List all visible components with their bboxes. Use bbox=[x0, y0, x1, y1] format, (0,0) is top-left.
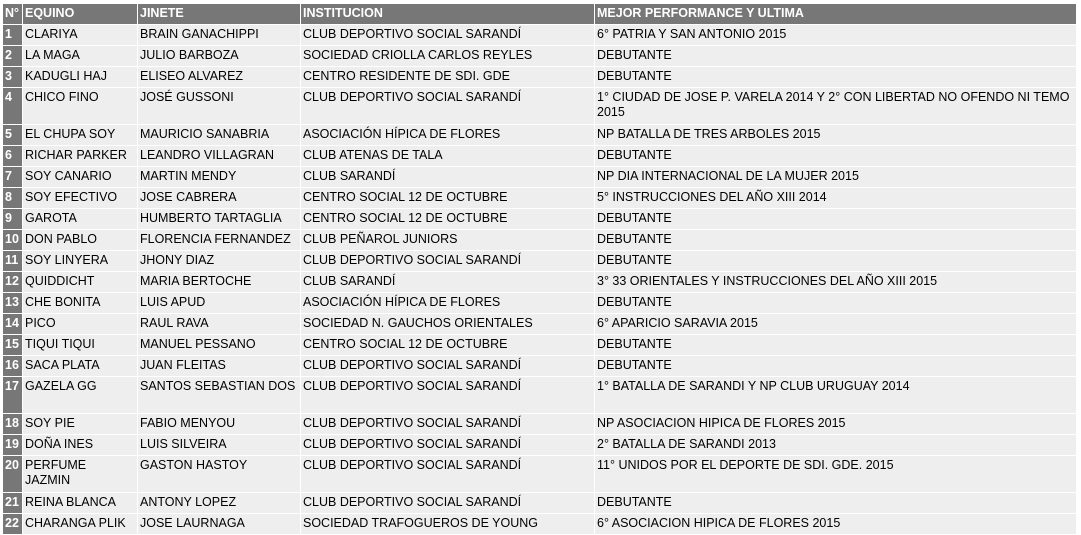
performance-cell: DEBUTANTE bbox=[595, 493, 1077, 514]
institucion-cell: CENTRO SOCIAL 12 DE OCTUBRE bbox=[301, 335, 595, 356]
row-number: 19 bbox=[3, 435, 23, 456]
performance-cell: DEBUTANTE bbox=[595, 209, 1077, 230]
row-number: 3 bbox=[3, 67, 23, 88]
institucion-cell: CLUB PEÑAROL JUNIORS bbox=[301, 230, 595, 251]
institucion-cell: CLUB DEPORTIVO SOCIAL SARANDÍ bbox=[301, 493, 595, 514]
equino-cell: CHICO FINO bbox=[23, 88, 138, 125]
jinete-cell: LUIS SILVEIRA bbox=[138, 435, 301, 456]
institucion-cell: CLUB SARANDÍ bbox=[301, 272, 595, 293]
performance-cell: DEBUTANTE bbox=[595, 335, 1077, 356]
table-row bbox=[3, 514, 1077, 535]
institucion-cell: CENTRO SOCIAL 12 DE OCTUBRE bbox=[301, 188, 595, 209]
row-number: 6 bbox=[3, 146, 23, 167]
institucion-cell: ASOCIACIÓN HÍPICA DE FLORES bbox=[301, 293, 595, 314]
jinete-cell: ELISEO ALVAREZ bbox=[138, 67, 301, 88]
equino-cell: DOÑA INES bbox=[23, 435, 138, 456]
jinete-cell: FLORENCIA FERNANDEZ bbox=[138, 230, 301, 251]
institucion-cell: CLUB DEPORTIVO SOCIAL SARANDÍ bbox=[301, 414, 595, 435]
performance-cell: DEBUTANTE bbox=[595, 46, 1077, 67]
equino-cell: CHARANGA PLIK bbox=[23, 514, 138, 535]
jinete-cell: JOSÉ GUSSONI bbox=[138, 88, 301, 125]
row-number: 1 bbox=[3, 25, 23, 46]
row-number: 13 bbox=[3, 293, 23, 314]
equino-cell: CHE BONITA bbox=[23, 293, 138, 314]
performance-cell: 1° CIUDAD DE JOSE P. VARELA 2014 Y 2° CON LIBERTAD NO OFENDO NI TEMO 2015 bbox=[595, 88, 1077, 125]
jinete-cell: MANUEL PESSANO bbox=[138, 335, 301, 356]
table-row bbox=[3, 88, 1077, 125]
equino-cell: SOY LINYERA bbox=[23, 251, 138, 272]
performance-cell: 11° UNIDOS POR EL DEPORTE DE SDI. GDE. 2015 bbox=[595, 456, 1077, 493]
row-number: 21 bbox=[3, 493, 23, 514]
table-row bbox=[3, 230, 1077, 251]
row-number: 22 bbox=[3, 514, 23, 535]
jinete-cell: FABIO MENYOU bbox=[138, 414, 301, 435]
institucion-cell: CENTRO RESIDENTE DE SDI. GDE bbox=[301, 67, 595, 88]
equino-cell: GAROTA bbox=[23, 209, 138, 230]
table-row bbox=[3, 456, 1077, 493]
jinete-cell: RAUL RAVA bbox=[138, 314, 301, 335]
performance-cell: DEBUTANTE bbox=[595, 67, 1077, 88]
table-row bbox=[3, 435, 1077, 456]
table-row bbox=[3, 293, 1077, 314]
equino-cell: REINA BLANCA bbox=[23, 493, 138, 514]
equino-cell: TIQUI TIQUI bbox=[23, 335, 138, 356]
header-equino: EQUINO bbox=[23, 4, 138, 25]
header-performance: MEJOR PERFORMANCE Y ULTIMA bbox=[595, 4, 1077, 25]
performance-cell: 6° ASOCIACION HIPICA DE FLORES 2015 bbox=[595, 514, 1077, 535]
equino-cell: CLARIYA bbox=[23, 25, 138, 46]
jinete-cell: SANTOS SEBASTIAN DOS bbox=[138, 377, 301, 414]
jinete-cell: MAURICIO SANABRIA bbox=[138, 125, 301, 146]
equino-cell: SOY PIE bbox=[23, 414, 138, 435]
table-row bbox=[3, 125, 1077, 146]
row-number: 14 bbox=[3, 314, 23, 335]
performance-cell: DEBUTANTE bbox=[595, 293, 1077, 314]
row-number: 18 bbox=[3, 414, 23, 435]
row-number: 7 bbox=[3, 167, 23, 188]
performance-cell: NP ASOCIACION HIPICA DE FLORES 2015 bbox=[595, 414, 1077, 435]
table-row bbox=[3, 67, 1077, 88]
jinete-cell: MARTIN MENDY bbox=[138, 167, 301, 188]
table-row bbox=[3, 188, 1077, 209]
equino-cell: RICHAR PARKER bbox=[23, 146, 138, 167]
jinete-cell: MARIA BERTOCHE bbox=[138, 272, 301, 293]
table-row bbox=[3, 46, 1077, 67]
table-row bbox=[3, 356, 1077, 377]
performance-cell: 1° BATALLA DE SARANDI Y NP CLUB URUGUAY 2014 bbox=[595, 377, 1077, 414]
row-number: 8 bbox=[3, 188, 23, 209]
institucion-cell: CLUB ATENAS DE TALA bbox=[301, 146, 595, 167]
table-row bbox=[3, 146, 1077, 167]
equino-cell: EL CHUPA SOY bbox=[23, 125, 138, 146]
institucion-cell: ASOCIACIÓN HÍPICA DE FLORES bbox=[301, 125, 595, 146]
jinete-cell: JHONY DIAZ bbox=[138, 251, 301, 272]
performance-cell: 5° INSTRUCCIONES DEL AÑO XIII 2014 bbox=[595, 188, 1077, 209]
performance-cell: NP DIA INTERNACIONAL DE LA MUJER 2015 bbox=[595, 167, 1077, 188]
jinete-cell: JULIO BARBOZA bbox=[138, 46, 301, 67]
institucion-cell: CLUB SARANDÍ bbox=[301, 167, 595, 188]
table-row bbox=[3, 414, 1077, 435]
institucion-cell: CLUB DEPORTIVO SOCIAL SARANDÍ bbox=[301, 356, 595, 377]
equino-cell: GAZELA GG bbox=[23, 377, 138, 414]
row-number: 17 bbox=[3, 377, 23, 414]
table-row bbox=[3, 335, 1077, 356]
equino-cell: DON PABLO bbox=[23, 230, 138, 251]
row-number: 11 bbox=[3, 251, 23, 272]
jinete-cell: BRAIN GANACHIPPI bbox=[138, 25, 301, 46]
row-number: 12 bbox=[3, 272, 23, 293]
row-number: 4 bbox=[3, 88, 23, 125]
performance-cell: DEBUTANTE bbox=[595, 230, 1077, 251]
entries-table bbox=[2, 3, 1077, 535]
jinete-cell: ANTONY LOPEZ bbox=[138, 493, 301, 514]
row-number: 9 bbox=[3, 209, 23, 230]
performance-cell: DEBUTANTE bbox=[595, 146, 1077, 167]
institucion-cell: CLUB DEPORTIVO SOCIAL SARANDÍ bbox=[301, 456, 595, 493]
equino-cell: SOY CANARIO bbox=[23, 167, 138, 188]
performance-cell: 6° APARICIO SARAVIA 2015 bbox=[595, 314, 1077, 335]
table-row bbox=[3, 167, 1077, 188]
equino-cell: PERFUME JAZMIN bbox=[23, 456, 138, 493]
row-number: 2 bbox=[3, 46, 23, 67]
institucion-cell: SOCIEDAD TRAFOGUEROS DE YOUNG bbox=[301, 514, 595, 535]
equino-cell: SOY EFECTIVO bbox=[23, 188, 138, 209]
jinete-cell: LEANDRO VILLAGRAN bbox=[138, 146, 301, 167]
row-number: 16 bbox=[3, 356, 23, 377]
institucion-cell: CLUB DEPORTIVO SOCIAL SARANDÍ bbox=[301, 251, 595, 272]
table-row bbox=[3, 272, 1077, 293]
table-row bbox=[3, 209, 1077, 230]
performance-cell: 3° 33 ORIENTALES Y INSTRUCCIONES DEL AÑO XIII 2015 bbox=[595, 272, 1077, 293]
header-row bbox=[3, 4, 1077, 25]
equino-cell: LA MAGA bbox=[23, 46, 138, 67]
row-number: 15 bbox=[3, 335, 23, 356]
institucion-cell: SOCIEDAD N. GAUCHOS ORIENTALES bbox=[301, 314, 595, 335]
institucion-cell: CLUB DEPORTIVO SOCIAL SARANDÍ bbox=[301, 25, 595, 46]
header-number: N° bbox=[3, 4, 23, 25]
header-jinete: JINETE bbox=[138, 4, 301, 25]
institucion-cell: CENTRO SOCIAL 12 DE OCTUBRE bbox=[301, 209, 595, 230]
institucion-cell: CLUB DEPORTIVO SOCIAL SARANDÍ bbox=[301, 435, 595, 456]
performance-cell: DEBUTANTE bbox=[595, 356, 1077, 377]
equino-cell: SACA PLATA bbox=[23, 356, 138, 377]
performance-cell: NP BATALLA DE TRES ARBOLES 2015 bbox=[595, 125, 1077, 146]
table-body bbox=[3, 25, 1077, 535]
jinete-cell: JOSE CABRERA bbox=[138, 188, 301, 209]
jinete-cell: HUMBERTO TARTAGLIA bbox=[138, 209, 301, 230]
table-row bbox=[3, 314, 1077, 335]
equino-cell: PICO bbox=[23, 314, 138, 335]
jinete-cell: JUAN FLEITAS bbox=[138, 356, 301, 377]
institucion-cell: SOCIEDAD CRIOLLA CARLOS REYLES bbox=[301, 46, 595, 67]
table-row bbox=[3, 377, 1077, 414]
jinete-cell: GASTON HASTOY bbox=[138, 456, 301, 493]
row-number: 10 bbox=[3, 230, 23, 251]
equino-cell: QUIDDICHT bbox=[23, 272, 138, 293]
row-number: 20 bbox=[3, 456, 23, 493]
jinete-cell: JOSE LAURNAGA bbox=[138, 514, 301, 535]
header-institucion: INSTITUCION bbox=[301, 4, 595, 25]
performance-cell: DEBUTANTE bbox=[595, 251, 1077, 272]
jinete-cell: LUIS APUD bbox=[138, 293, 301, 314]
table-row bbox=[3, 25, 1077, 46]
institucion-cell: CLUB DEPORTIVO SOCIAL SARANDÍ bbox=[301, 377, 595, 414]
performance-cell: 2° BATALLA DE SARANDI 2013 bbox=[595, 435, 1077, 456]
performance-cell: 6° PATRIA Y SAN ANTONIO 2015 bbox=[595, 25, 1077, 46]
table-row bbox=[3, 493, 1077, 514]
institucion-cell: CLUB DEPORTIVO SOCIAL SARANDÍ bbox=[301, 88, 595, 125]
table-row bbox=[3, 251, 1077, 272]
row-number: 5 bbox=[3, 125, 23, 146]
equino-cell: KADUGLI HAJ bbox=[23, 67, 138, 88]
